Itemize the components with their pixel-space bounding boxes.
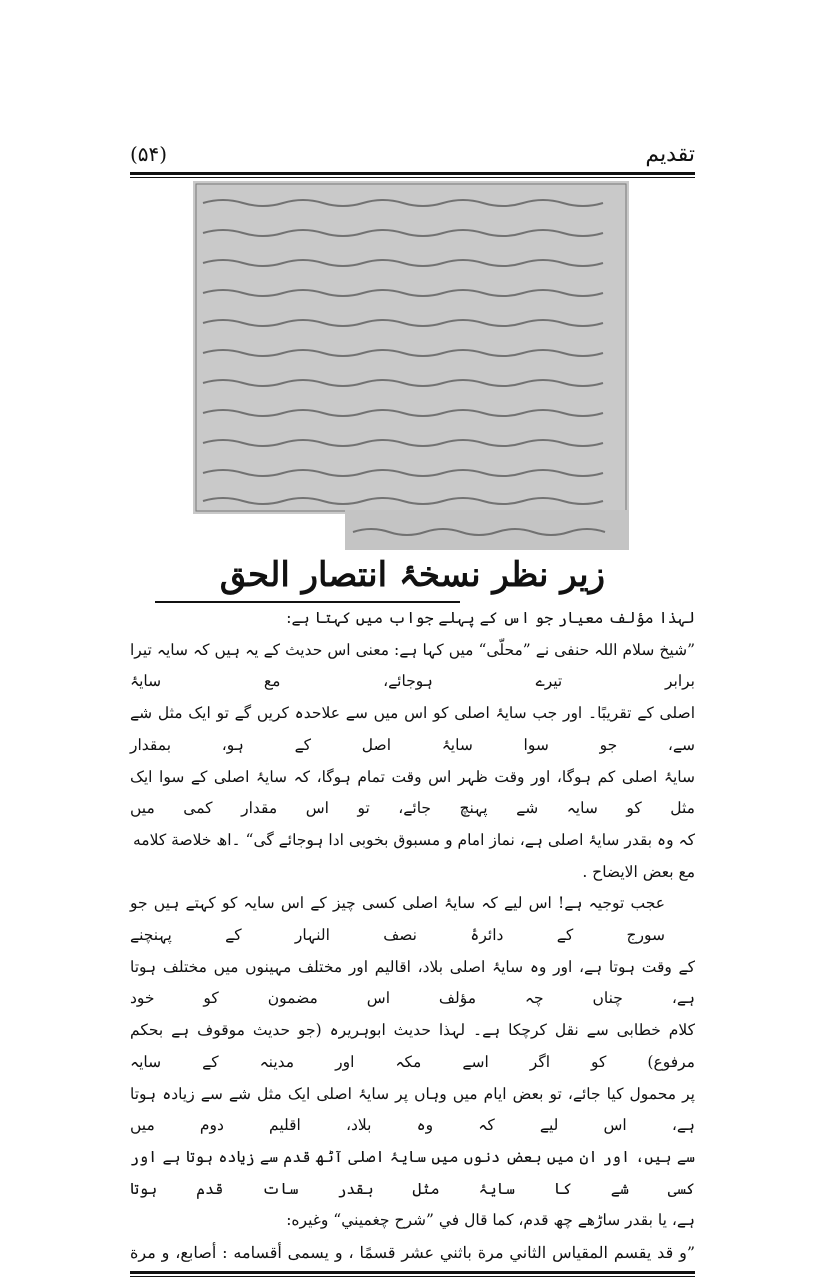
page-number: (۵۴) — [130, 142, 168, 166]
body-text — [130, 603, 695, 1277]
body-line: کہ وہ بقدر سایۂ اصلی ہے، نماز امام و مسبوق بخوبی ادا ہوجائے گی“ ۔اھ خلاصة كلامه مع بعض الايضاح . — [132, 830, 695, 881]
header-rule — [130, 172, 695, 178]
page-header — [130, 140, 695, 172]
footer-rule — [130, 1271, 695, 1277]
body-line: کے وقت ہوتا ہے، اور وہ سایۂ اصلی بلاد، اقالیم اور مختلف مہینوں میں مختلف ہوتا ہے، چناں چہ مؤلف اس مضمون کو خود — [130, 957, 695, 1008]
body-line: ”شیخ سلام اللہ حنفی نے ”محلّی“ میں کہا ہے: معنی اس حدیث کے یہ ہیں کہ سایہ تیرا برابر تیرے ہوجائے، مع سایۂ — [130, 640, 695, 691]
arabic-quote-line: ”و قد يقسم المقياس الثاني مرة باثني عشر قسمًا ، و يسمى أقسامه : أصابع، و مرة — [130, 1243, 695, 1263]
body-line: ہے، یا بقدر ساڑھے چھ قدم، کما قال في ”شرح چغميني“ وغيره: — [286, 1211, 695, 1230]
body-line: سایۂ اصلی کم ہوگا، اور وقت ظہر اس وقت تمام ہوگا، کہ سایۂ اصلی کے سوا ایک مثل کو سایہ شے پہنچ جائے، تو اس مقدار کمی میں — [130, 767, 695, 818]
manuscript-handwriting — [193, 181, 629, 514]
running-title: تقدیم — [645, 142, 695, 167]
manuscript-handwriting-continuation — [345, 510, 629, 550]
body-line: لہذا مؤلف معیار جو اس کے پہلے جواب میں کہتا ہے: — [286, 609, 695, 627]
body-line: عجب توجیہ ہے! اس لیے کہ سایۂ اصلی کسی چیز کے اس سایہ کو کہتے ہیں جو سورج کے دائرۂ نصف النہار کے پہنچنے — [130, 894, 665, 945]
section-heading: زیر نظر نسخۂ انتصار الحق — [219, 555, 605, 595]
body-line: اصلی کے تقریبًا۔ اور جب سایۂ اصلی کو اس میں سے علاحدہ کریں گے تو ایک مثل شے سے، جو سوا سایۂ اصل کے ہو، بمقدار — [130, 704, 695, 754]
manuscript-image — [193, 181, 629, 514]
body-line: پر محمول کیا جائے، تو بعض ایام میں وہاں پر سایۂ اصلی ایک مثل شے سے زیادہ ہوتا ہے، اس لیے کہ وہ بلاد، اقلیم دوم میں — [130, 1084, 695, 1135]
body-line: سے ہیں، اور ان میں بعض دنوں میں سایۂ اصلی آٹھ قدم سے زیادہ ہوتا ہے اور کسی شے کا سایۂ مثل بقدر سات قدم ہوتا — [130, 1147, 695, 1198]
manuscript-image-continuation — [345, 510, 629, 550]
body-line: کلام خطابی سے نقل کرچکا ہے۔ لہذا حدیث ابوہریرہ (جو حدیث موقوف ہے بحکم مرفوع) کو اگر اسے مکہ اور مدینہ کے سایہ — [130, 1021, 695, 1071]
